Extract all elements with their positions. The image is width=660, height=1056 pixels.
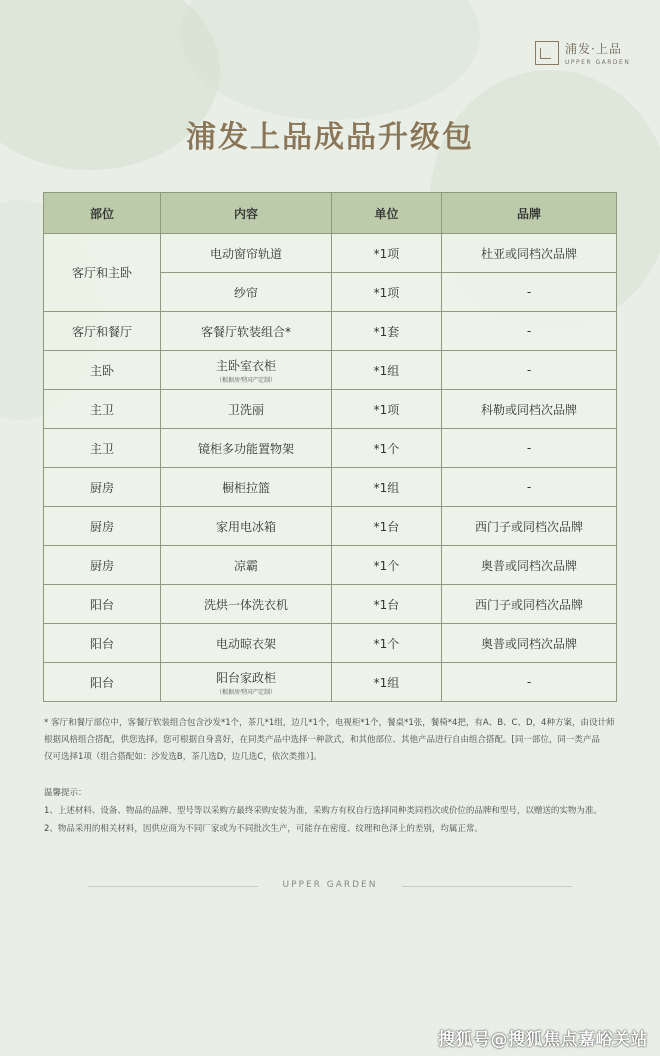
cell-unit: *1台 [332, 585, 442, 624]
cell-unit: *1项 [332, 234, 442, 273]
table-row [44, 468, 617, 507]
column-header-content: 内容 [161, 193, 332, 234]
cell-unit: *1组 [332, 468, 442, 507]
footer-brand: UPPER GARDEN [282, 880, 378, 890]
cell-area: 客厅和餐厅 [44, 312, 161, 351]
cell-brand: - [442, 351, 617, 390]
table-header-row [44, 193, 617, 234]
logo-mark-icon [535, 41, 559, 65]
cell-content-note: （根据房型国产定制） [215, 688, 276, 696]
table-row [44, 585, 617, 624]
cell-brand: 奥普或同档次品牌 [442, 546, 617, 585]
tips-item: 1、上述材料、设备、物品的品牌、型号等以采购方最终采购安装为准，采购方有权自行选择同种类同档次或价位的品牌和型号，以赠送的实物为准。 [44, 806, 602, 816]
table-row [44, 429, 617, 468]
footnote-line: * 客厅和餐厅部位中，客餐厅软装组合包含沙发*1个，茶几*1组，边几*1个，电视柜*1个，餐桌*1张，餐椅*4把，有A、B、C、D，4种方案，由设计师 [44, 718, 615, 728]
table-row [44, 234, 617, 273]
cell-unit: *1项 [332, 390, 442, 429]
footnote-line: 仅可选择1项（组合搭配如：沙发选B，茶几选D，边几选C，依次类推）]。 [44, 752, 322, 762]
column-header-unit: 单位 [332, 193, 442, 234]
cell-content: 镜柜多功能置物架 [161, 429, 332, 468]
cell-unit: *1台 [332, 507, 442, 546]
tips-section [44, 784, 619, 838]
brand-logo [535, 40, 630, 66]
cell-content: 卫洗丽 [161, 390, 332, 429]
background-leaf [180, 0, 480, 120]
cell-unit: *1套 [332, 312, 442, 351]
table-row [44, 663, 617, 702]
page-title: 浦发上品成品升级包 [186, 120, 474, 155]
cell-area: 主卫 [44, 429, 161, 468]
upgrade-package-table [43, 192, 617, 702]
cell-unit: *1个 [332, 429, 442, 468]
column-header-area: 部位 [44, 193, 161, 234]
cell-unit: *1个 [332, 624, 442, 663]
table-row [44, 390, 617, 429]
cell-area: 阳台 [44, 663, 161, 702]
cell-brand: - [442, 273, 617, 312]
cell-brand: 科勒或同档次品牌 [442, 390, 617, 429]
footnote [44, 715, 619, 766]
cell-content: 纱帘 [161, 273, 332, 312]
cell-brand: - [442, 663, 617, 702]
cell-content-note: （根据房型国产定制） [215, 376, 276, 384]
table-row [44, 546, 617, 585]
cell-content: 电动窗帘轨道 [161, 234, 332, 273]
cell-content [161, 351, 332, 390]
brand-name-cn: 浦发·上品 [565, 42, 622, 56]
cell-area: 厨房 [44, 468, 161, 507]
cell-unit: *1项 [332, 273, 442, 312]
cell-unit: *1个 [332, 546, 442, 585]
table-row [44, 624, 617, 663]
cell-area: 主卧 [44, 351, 161, 390]
cell-area: 客厅和主卧 [44, 234, 161, 312]
cell-area: 主卫 [44, 390, 161, 429]
brand-name-en: UPPER GARDEN [565, 59, 631, 66]
cell-content: 家用电冰箱 [161, 507, 332, 546]
footnote-line: 根据风格组合搭配，供您选择。您可根据自身喜好，在同类产品中选择一种款式，和其他部位、其他产品进行自由组合搭配。[同一部位，同一类产品 [44, 735, 600, 745]
cell-content: 洗烘一体洗衣机 [161, 585, 332, 624]
cell-content-main: 阳台家政柜 [215, 670, 276, 685]
cell-area: 阳台 [44, 624, 161, 663]
cell-unit: *1组 [332, 663, 442, 702]
cell-brand: 西门子或同档次品牌 [442, 585, 617, 624]
tips-item: 2、物品采用的相关材料，因供应商为不同厂家或为不同批次生产，可能存在密度、纹理和色泽上的差别，均属正常。 [44, 824, 483, 834]
table-row [44, 351, 617, 390]
cell-brand: 西门子或同档次品牌 [442, 507, 617, 546]
cell-area: 厨房 [44, 507, 161, 546]
column-header-brand: 品牌 [442, 193, 617, 234]
cell-brand: - [442, 429, 617, 468]
cell-brand: - [442, 312, 617, 351]
cell-brand: 奥普或同档次品牌 [442, 624, 617, 663]
cell-area: 阳台 [44, 585, 161, 624]
table-row [44, 507, 617, 546]
tips-title: 温馨提示： [44, 788, 87, 798]
cell-brand: 杜亚或同档次品牌 [442, 234, 617, 273]
cell-content: 客餐厅软装组合* [161, 312, 332, 351]
cell-content: 电动晾衣架 [161, 624, 332, 663]
cell-content-main: 主卧室衣柜 [215, 358, 276, 373]
cell-area: 厨房 [44, 546, 161, 585]
cell-content [161, 663, 332, 702]
cell-unit: *1组 [332, 351, 442, 390]
cell-brand: - [442, 468, 617, 507]
cell-content: 凉霸 [161, 546, 332, 585]
table-row [44, 312, 617, 351]
watermark: 搜狐号@搜狐焦点嘉峪关站 [438, 1030, 648, 1050]
cell-content: 橱柜拉篮 [161, 468, 332, 507]
